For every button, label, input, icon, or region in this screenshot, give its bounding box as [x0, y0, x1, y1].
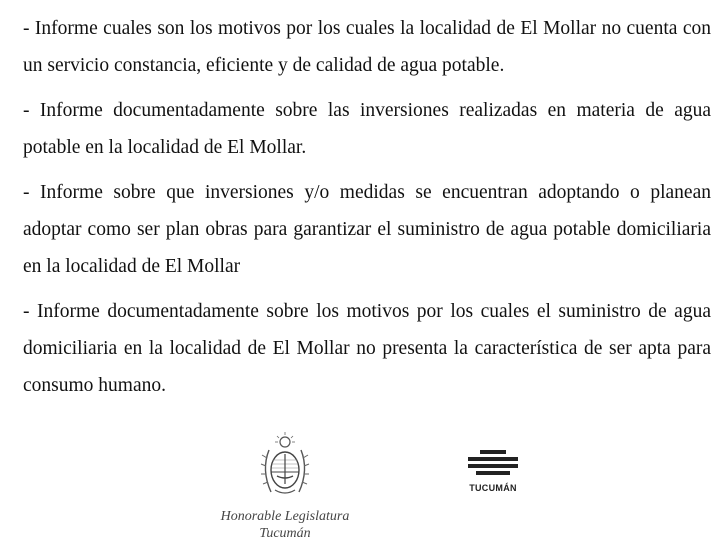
paragraph-medidas: - Informe sobre que inversiones y/o medidas se encuentran adoptando o planean adoptar como ser plan obras para garantizar el suministro de agua potable domiciliaria en la localidad de El Mollar [23, 182, 711, 277]
legislature-logo [205, 430, 365, 556]
coat-of-arms-icon [205, 430, 365, 502]
paragraph-motivos: - Informe cuales son los motivos por los cuales la localidad de El Mollar no cuenta con un servicio constancia, eficiente y de calidad de agua potable. [23, 18, 711, 76]
legislature-name: Honorable Legislatura [220, 509, 350, 524]
document-body [23, 10, 711, 412]
legislature-city: Tucumán [259, 526, 311, 541]
paragraph-apta-consumo: - Informe documentadamente sobre los motivos por los cuales el suministro de agua domiciliaria en la localidad de El Mollar no presenta la característica de ser apta para consumo humano. [23, 301, 711, 396]
province-logo [462, 450, 524, 493]
footer-logos [0, 430, 727, 556]
province-label: TUCUMÁN [469, 483, 517, 493]
paragraph-inversiones: - Informe documentadamente sobre las inversiones realizadas en materia de agua potable en la localidad de El Mollar. [23, 100, 711, 158]
tucuman-logo-icon [468, 463, 518, 480]
